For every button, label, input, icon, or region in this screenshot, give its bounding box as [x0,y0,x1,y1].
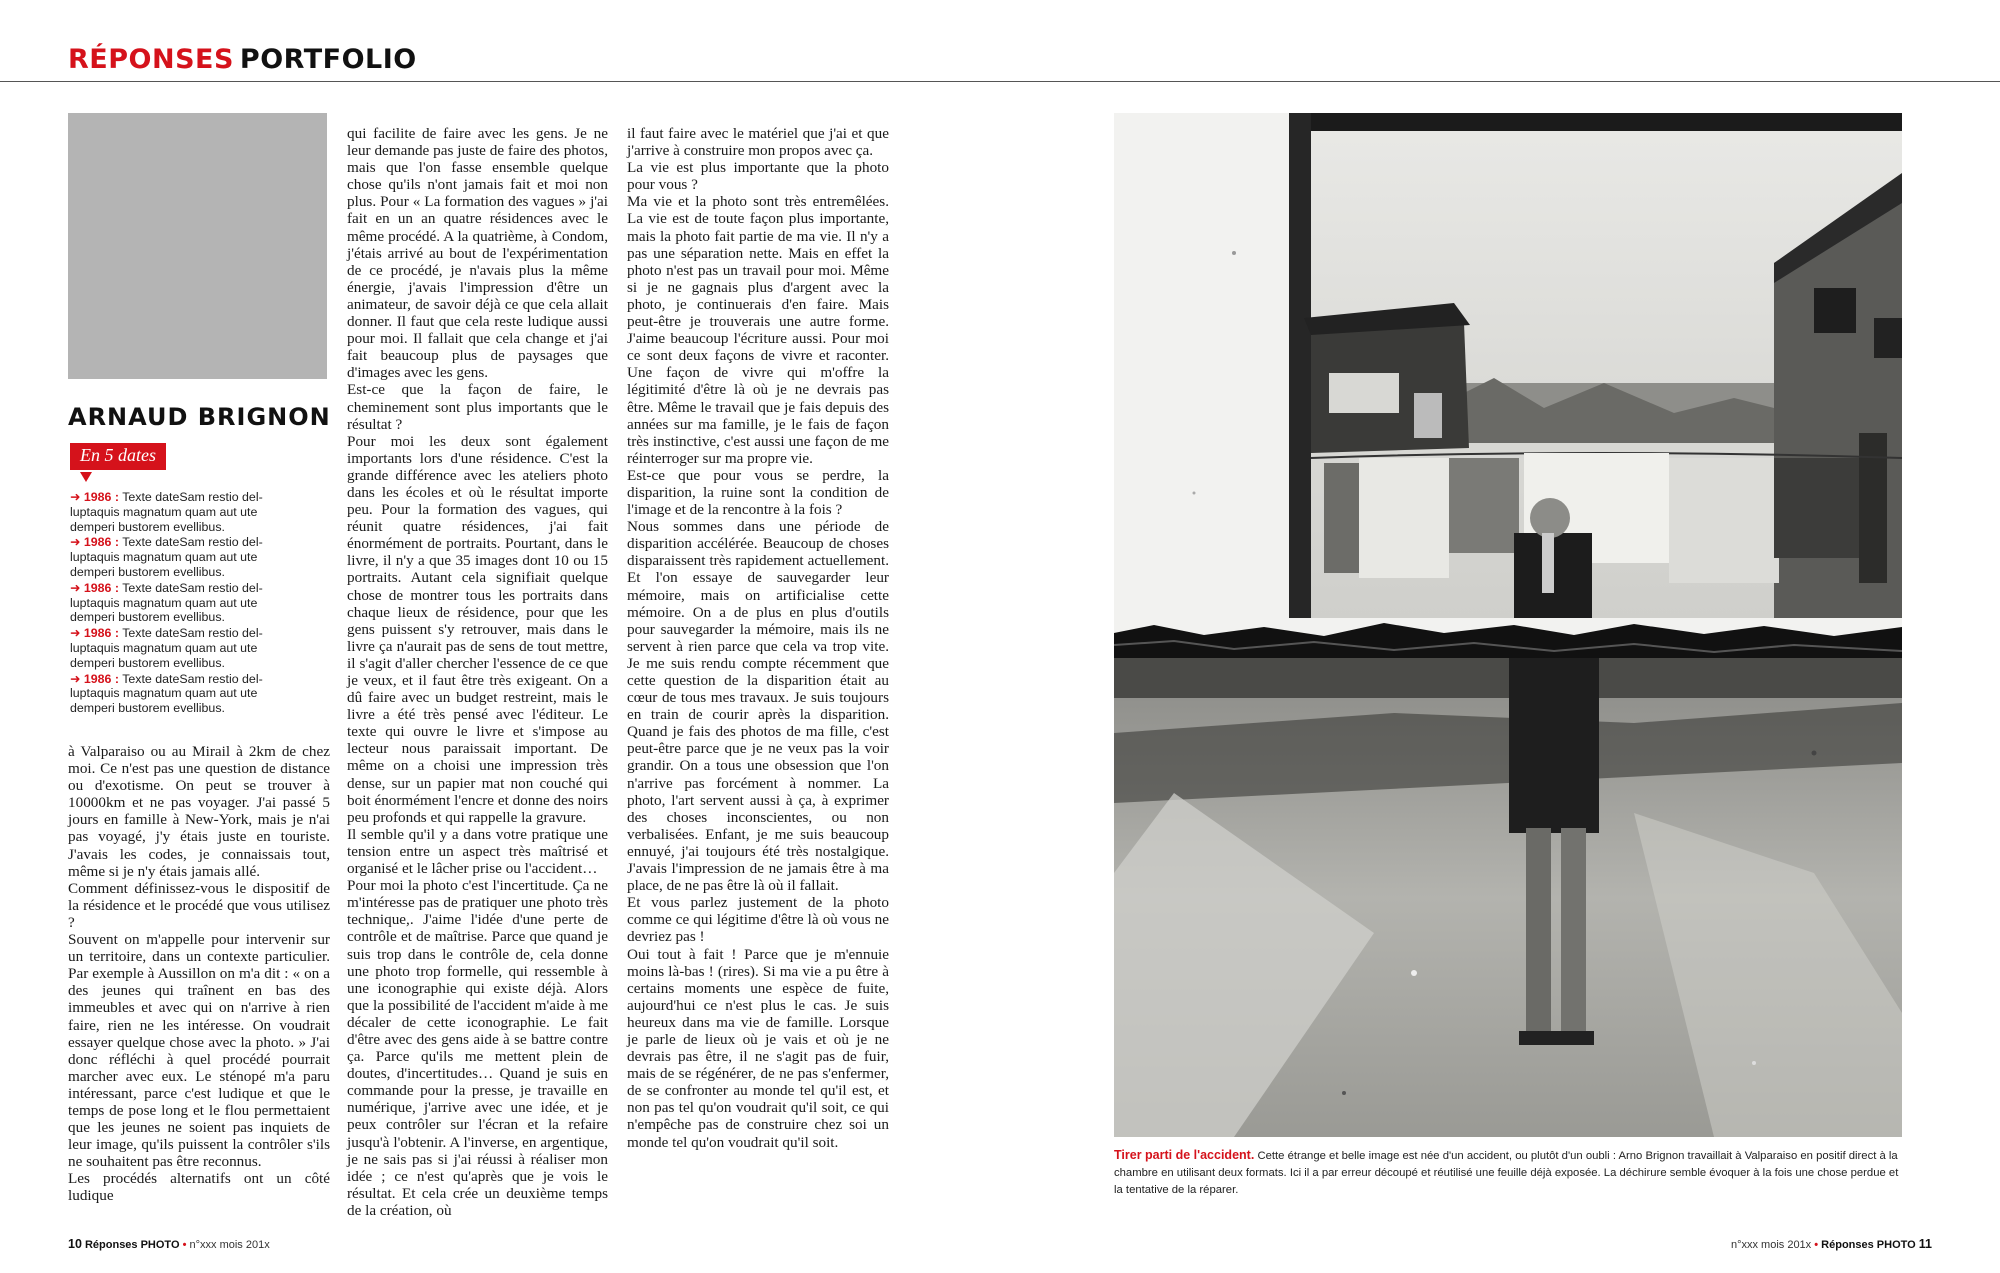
question: Est-ce que pour vous se perdre, la disparition, la ruine sont la condition de l'image et de la rencontre à la fois ? [627,466,889,519]
paragraph: Les procédés alternatifs ont un côté ludique [68,1170,330,1205]
footer-right [1731,1237,1932,1251]
dates-badge: En 5 dates [70,443,166,470]
date-item [70,581,282,625]
photo-illustration [1114,113,1902,1137]
text-column-1 [68,743,330,1205]
artist-name: ARNAUD BRIGNON [68,403,331,431]
paragraph: Souvent on m'appelle pour intervenir sur un territoire, dans un contexte particulier. Par exemple à Aussillon on m'a dit : « on a des jeunes qui traînent en bas des immeubles et avec qui on n'arrive à rien faire, rien ne les intéresse. On voudrait essayer quelque chose avec la photo. » J'ai donc réfléchi à quel procédé pourrait marcher avec eux. Le sténopé m'a paru intéressant, parce c'est ludique et que le temps de pose long et le flou permettaient que les jeunes ne soient pas inquiets de leur image, qu'ils puissent la contrôler s'ils ne souhaitent pas être reconnus. [68,931,330,1171]
section-header [68,44,417,75]
page-number-left: 10 [68,1237,82,1251]
date-year: 1986 : [83,671,119,686]
date-item [70,626,282,670]
page-number-right: 11 [1918,1237,1932,1251]
arrow-icon: ➜ [70,535,81,550]
paragraph: Nous sommes dans une période de disparition accélérée. Beaucoup de choses disparaissent très rapidement actuellement. Et l'on essaye de sauvegarder leur mémoire, mais on artificialise cette mémoire. On a de plus en plus d'outils pour sauvegarder la mémoire, mais ils ne servent à rien parce que cela va trop vite. Je me suis rendu compte récemment que cette question de la disparition était au cœur de tous mes travaux. Je suis toujours en train de courir après la disparition. Quand je fais des photos de ma fille, c'est peut-être parce que je ne veux pas la voir grandir. On a tous une obsession que l'on n'arrive pas forcément à nommer. La photo, l'art servent aussi à ça, à exprimer des choses inconscientes, ou non verbalisées. Enfant, je me suis beaucoup ennuyé, j'ai toujours été très nostalgique. J'avais l'impression de ne jamais être à ma place, de ne pas être là où il fallait. [627,518,889,895]
arrow-icon: ➜ [70,580,81,595]
paragraph: Pour moi les deux sont également importants lors d'une résidence. C'est la grande différence avec les ateliers photo dans les écoles et où le résultat importe peu. Pour la formation des vagues, qui réunit quatre résidences, j'ai fait énormément de portraits. Pourtant, dans le livre, il n'y a que 35 images dont 10 ou 15 portraits. Autant cela signifiait quelque chose de montrer tous les portraits dans chaque lieux de résidence, pour que les gens puissent s'y retrouver, mais dans le livre ça n'aurait pas de sens de tout mettre, il s'agit d'aller chercher l'essence de ce que je veux, et il faut être très exigeant. On a dû faire avec un budget restreint, mais le livre a été très pensé avec l'éditeur. Le texte qui ouvre le livre et s'impose au lecteur nous paraissait important. De même on a choisi une impression très dense, sur un papier mat non couché qui boit énormément l'encre et donne des noirs peu profonds et qui rappelle la gravure. [347,432,608,826]
date-year: 1986 : [83,490,119,504]
paragraph: il faut faire avec le matériel que j'ai et que j'arrive à construire mon propos avec ça. [627,125,889,160]
caption-title: Tirer parti de l'accident. [1114,1148,1255,1162]
date-item [70,535,282,579]
issue-left: n°xxx mois 201x [189,1239,270,1251]
question: Est-ce que la façon de faire, le cheminement sont plus importants que le résultat ? [347,381,608,433]
date-item [70,672,282,716]
portfolio-photo [1114,113,1902,1137]
magazine-name-left: Réponses PHOTO [84,1239,180,1251]
paragraph: qui facilite de faire avec les gens. Je ne leur demande pas juste de faire des photos, mais que l'on fasse ensemble quelque chose qu'ils n'ont jamais fait et moi non plus. Pour « La formation des vagues » j'ai fait en un an quatre résidences avec le même procédé. A la quatrième, à Condom, j'étais arrivé au bout de l'expérimentation de ce procédé, je n'avais plus la même énergie, j'avais l'impression d'être un animateur, de savoir déjà ce que cela allait donner. Il faut que cela reste ludique aussi pour moi. Il fallait que cela change et j'ai fait beaucoup plus de paysages que d'images avec les gens. [347,125,608,382]
section-label-red: RÉPONSES [68,44,234,75]
date-year: 1986 : [83,626,119,641]
header-rule [0,81,2000,82]
date-text: Texte dateSam restio del-luptaquis magnatum quam aut ute demperi bustorem evellibus. [70,671,263,716]
date-text: Texte dateSam restio del-luptaquis magnatum quam aut ute demperi bustorem evellibus. [70,626,263,670]
text-column-3 [627,125,889,1151]
portrait-placeholder [68,113,327,379]
magazine-name-right: Réponses PHOTO [1821,1239,1916,1251]
date-text: Texte dateSam restio del-luptaquis magnatum quam aut ute demperi bustorem evellibus. [70,535,263,579]
date-text: Texte dateSam restio del-luptaquis magnatum quam aut ute demperi bustorem evellibus. [70,580,263,625]
question: Et vous parlez justement de la photo comme ce qui légitime d'être là où vous ne devriez pas ! [627,894,889,946]
paragraph: Oui tout à fait ! Parce que je m'ennuie moins là-bas ! (rires). Si ma vie a pu être à certains moments une espèce de fuite, aujourd'hui ce n'est plus le cas. Je suis heureux dans ma vie de famille. Lorsque je parle de lieux où je vais et où je ne devrais pas être, il ne s'agit pas de fuir, mais de se régénérer, de ne pas s'enfermer, de se confronter au monde tel qu'il est, et non pas tel qu'on voudrait qu'il soit, ce qui n'empêche pas de construire chez soi un monde tel qu'on voudrait qu'il soit. [627,945,889,1151]
caption-text: Cette étrange et belle image est née d'un accident, ou plutôt d'un oubli : Arno Brignon travaillait à Valparaiso en positif direct à la chambre en utilisant deux formats. Ici il a par erreur découpé et réutilisé une feuille déjà exposée. La déchirure semble évoquer à la fois une chose perdue et la tentative de la réparer. [1114,1150,1899,1196]
question: La vie est plus importante que la photo pour vous ? [627,159,889,194]
date-item [70,490,282,534]
arrow-icon: ➜ [70,490,81,504]
section-label-black: PORTFOLIO [239,44,417,75]
photo-caption [1114,1147,1900,1199]
arrow-icon: ➜ [70,626,81,641]
badge-tail [80,472,92,482]
date-text: Texte dateSam restio del-luptaquis magnatum quam aut ute demperi bustorem evellibus. [70,490,263,534]
dates-list [70,490,282,717]
footer-left [68,1237,270,1251]
footer-bullet-icon: • [182,1239,187,1251]
text-column-2 [347,125,608,1219]
arrow-icon: ➜ [70,671,81,686]
footer-bullet-icon: • [1814,1239,1819,1251]
paragraph: Pour moi la photo c'est l'incertitude. Ça ne m'intéresse pas de pratiquer une photo très technique,. J'aime l'idée d'une perte de contrôle et de maîtrise. Parce que quand je suis trop dans le contrôle de, cela donne une photo trop formelle, qui ressemble à une iconographie qui existe déjà. Alors que la possibilité de l'accident m'aide à me décaler de cette iconographie. Le fait d'être avec des gens aide à se battre contre ça. Parce qu'ils me mettent plein de doutes, d'incertitudes… Quand je suis en commande pour la presse, je travaille en numérique, j'arrive avec une idée, et je peux contrôler sur l'écran et la refaire jusqu'à l'obtenir. A l'inverse, en argentique, je ne sais pas si j'ai réussi à réaliser mon idée ; ce n'est qu'après que je vois le résultat. Et cela crée un deuxième temps de la création, où [347,877,608,1219]
paragraph: Ma vie et la photo sont très entremêlées. La vie est de toute façon plus importante, mais la photo fait partie de ma vie. Il n'y a pas une séparation nette. Mais en effet la photo n'est pas un travail pour moi. Même si je ne gagnais plus d'argent avec la photo, je continuerais d'en faire. Mais peut-être je trouverais une autre forme. J'aime beaucoup l'écriture aussi. Pour moi ce sont deux façons de vivre et raconter. Une façon de vivre qui m'offre la légitimité d'être là où je ne devrais pas être. Même le travail que je fais depuis des années sur ma famille, je le fais de façon très instinctive, c'est aussi une façon de me réinterroger sur ma propre vie. [627,193,889,467]
paragraph: à Valparaiso ou au Mirail à 2km de chez moi. Ce n'est pas une question de distance ou d'exotisme. On peut se trouver à 10000km et ne pas voyager. J'ai passé 5 jours en famille à New-York, mais je n'ai pas voyagé, j'y étais juste en touriste. J'avais les codes, je connaissais tout, même si je n'y étais jamais allé. [68,743,330,880]
date-year: 1986 : [83,535,119,550]
date-year: 1986 : [83,580,119,595]
issue-right: n°xxx mois 201x [1730,1239,1812,1251]
question: Comment définissez-vous le dispositif de la résidence et le procédé que vous utilisez ? [68,879,330,931]
question: Il semble qu'il y a dans votre pratique une tension entre un aspect très maîtrisé et organisé et le lâcher prise ou l'accident… [347,825,608,878]
